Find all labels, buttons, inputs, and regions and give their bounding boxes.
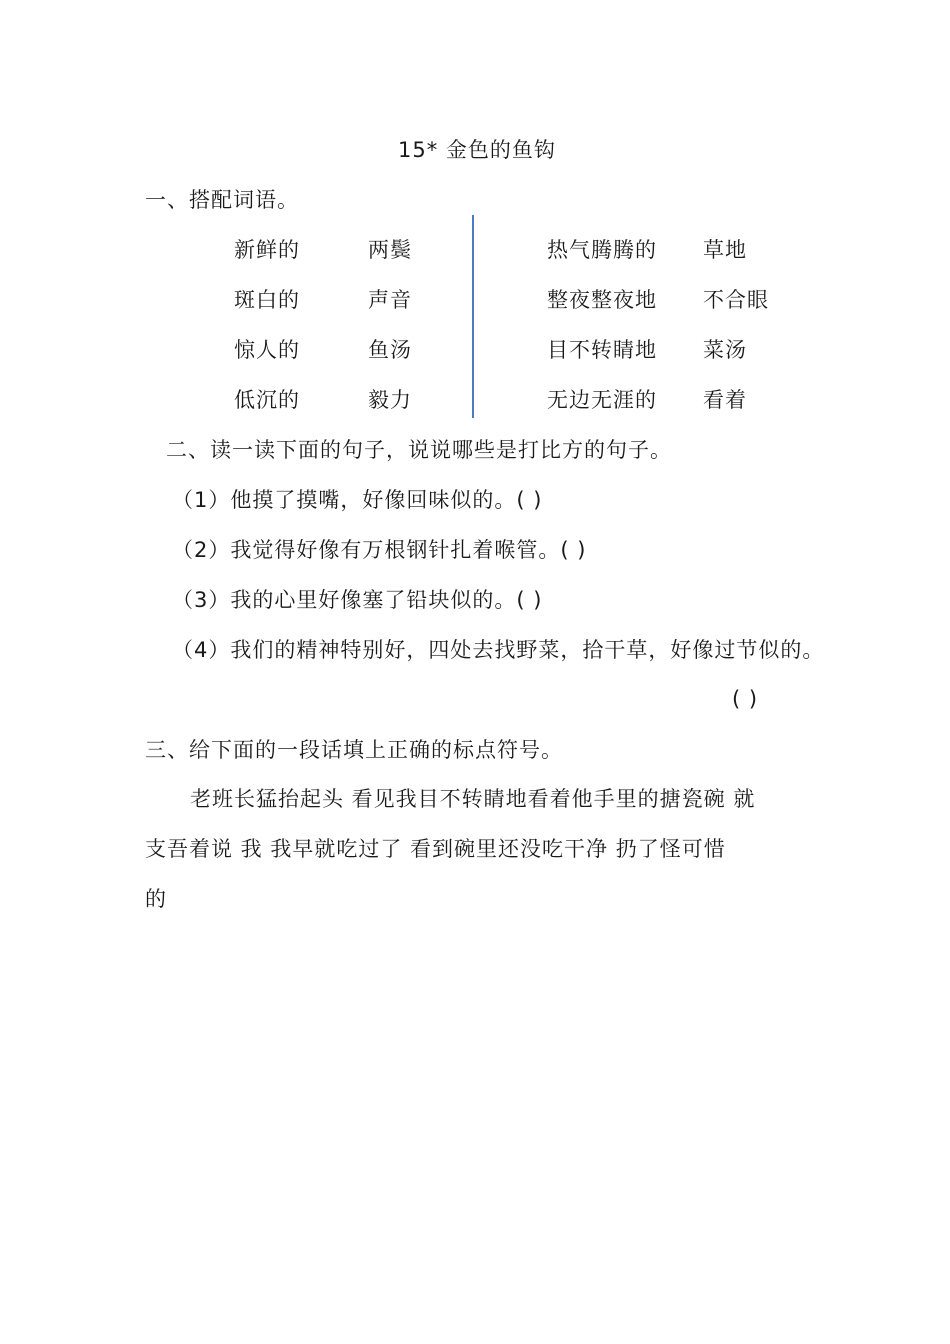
match-left-target-1: 两鬓 xyxy=(368,238,412,262)
column-divider xyxy=(472,215,474,418)
match-right-word-3: 目不转睛地 xyxy=(547,338,657,362)
sentence-item-2: （2）我觉得好像有万根钢针扎着喉管。( ) xyxy=(172,538,587,562)
worksheet-title: 15* 金色的鱼钩 xyxy=(398,138,556,162)
sentence-item-4-answer: ( ) xyxy=(732,687,759,711)
match-left-target-2: 声音 xyxy=(368,288,412,312)
match-left-word-4: 低沉的 xyxy=(234,388,300,412)
match-left-word-3: 惊人的 xyxy=(234,338,300,362)
sentence-item-1: （1）他摸了摸嘴，好像回味似的。( ) xyxy=(172,488,543,512)
match-left-target-4: 毅力 xyxy=(368,388,412,412)
match-right-word-1: 热气腾腾的 xyxy=(547,238,657,262)
match-left-word-1: 新鲜的 xyxy=(234,238,300,262)
match-right-target-2: 不合眼 xyxy=(703,288,769,312)
match-right-word-4: 无边无涯的 xyxy=(547,388,657,412)
sentence-item-4: （4）我们的精神特别好，四处去找野菜，拾干草，好像过节似的。 xyxy=(172,638,825,662)
match-right-target-4: 看着 xyxy=(703,388,747,412)
match-left-word-2: 斑白的 xyxy=(234,288,300,312)
section1-heading: 一、搭配词语。 xyxy=(145,188,299,212)
match-left-target-3: 鱼汤 xyxy=(368,338,412,362)
section3-heading: 三、给下面的一段话填上正确的标点符号。 xyxy=(145,738,563,762)
match-right-target-1: 草地 xyxy=(703,238,747,262)
match-right-word-2: 整夜整夜地 xyxy=(547,288,657,312)
paragraph-line-2: 支吾着说 我 我早就吃过了 看到碗里还没吃干净 扔了怪可惜 xyxy=(145,837,726,861)
paragraph-line-1: 老班长猛抬起头 看见我目不转睛地看着他手里的搪瓷碗 就 xyxy=(190,787,756,811)
paragraph-line-3: 的 xyxy=(145,887,167,911)
sentence-item-3: （3）我的心里好像塞了铅块似的。( ) xyxy=(172,588,543,612)
section2-heading: 二、读一读下面的句子，说说哪些是打比方的句子。 xyxy=(166,438,672,462)
match-right-target-3: 菜汤 xyxy=(703,338,747,362)
